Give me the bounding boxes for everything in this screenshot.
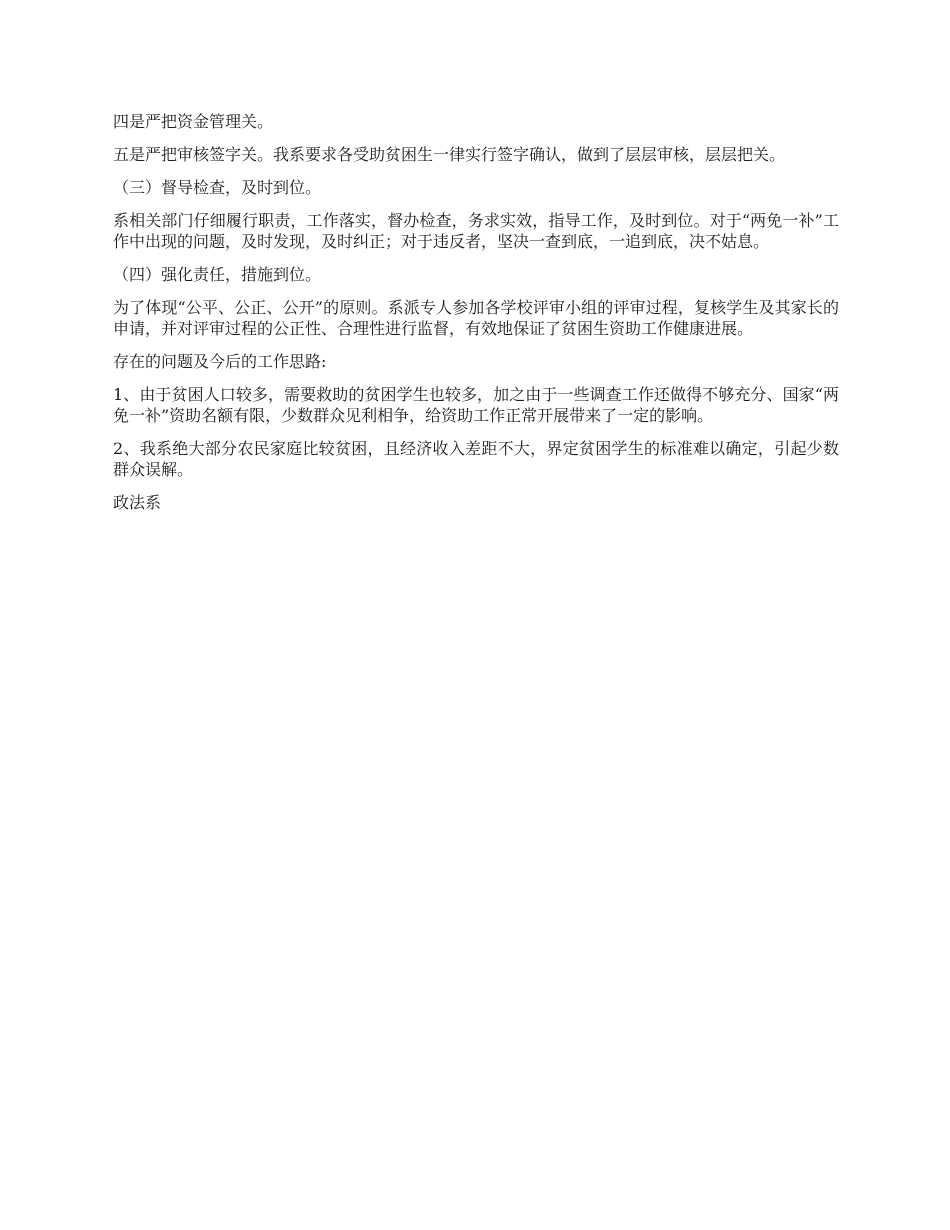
section-heading-3: （三）督导检查，及时到位。 <box>113 178 322 197</box>
section-heading-4: （四）强化责任，措施到位。 <box>113 265 322 284</box>
problem-item-1: 1、由于贫困人口较多，需要救助的贫困学生也较多，加之由于一些调查工作还做得不够充分、国家“两免一补”资助名额有限，少数群众见利相争，给资助工作正常开展带来了一定的影响。 <box>113 385 839 425</box>
signature-department: 政法系 <box>113 493 162 512</box>
paragraph-item-5: 五是严把审核签字关。我系要求各受助贫困生一律实行签字确认，做到了层层审核，层层把关。 <box>113 145 786 164</box>
problems-heading: 存在的问题及今后的工作思路: <box>113 352 327 371</box>
document-body <box>113 111 839 525</box>
problem-item-2: 2、我系绝大部分农民家庭比较贫困，且经济收入差距不大，界定贫困学生的标准难以确定，引起少数群众误解。 <box>113 439 839 479</box>
paragraph-fairness: 为了体现“公平、公正、公开”的原则。系派专人参加各学校评审小组的评审过程，复核学生及其家长的申请，并对评审过程的公正性、合理性进行监督，有效地保证了贫困生资助工作健康进展。 <box>113 298 839 338</box>
paragraph-supervision: 系相关部门仔细履行职责，工作落实，督办检查，务求实效，指导工作，及时到位。对于“两免一补”工作中出现的问题，及时发现，及时纠正；对于违反者，坚决一查到底，一追到底，决不姑息。 <box>113 211 839 251</box>
paragraph-item-4: 四是严把资金管理关。 <box>113 112 274 131</box>
